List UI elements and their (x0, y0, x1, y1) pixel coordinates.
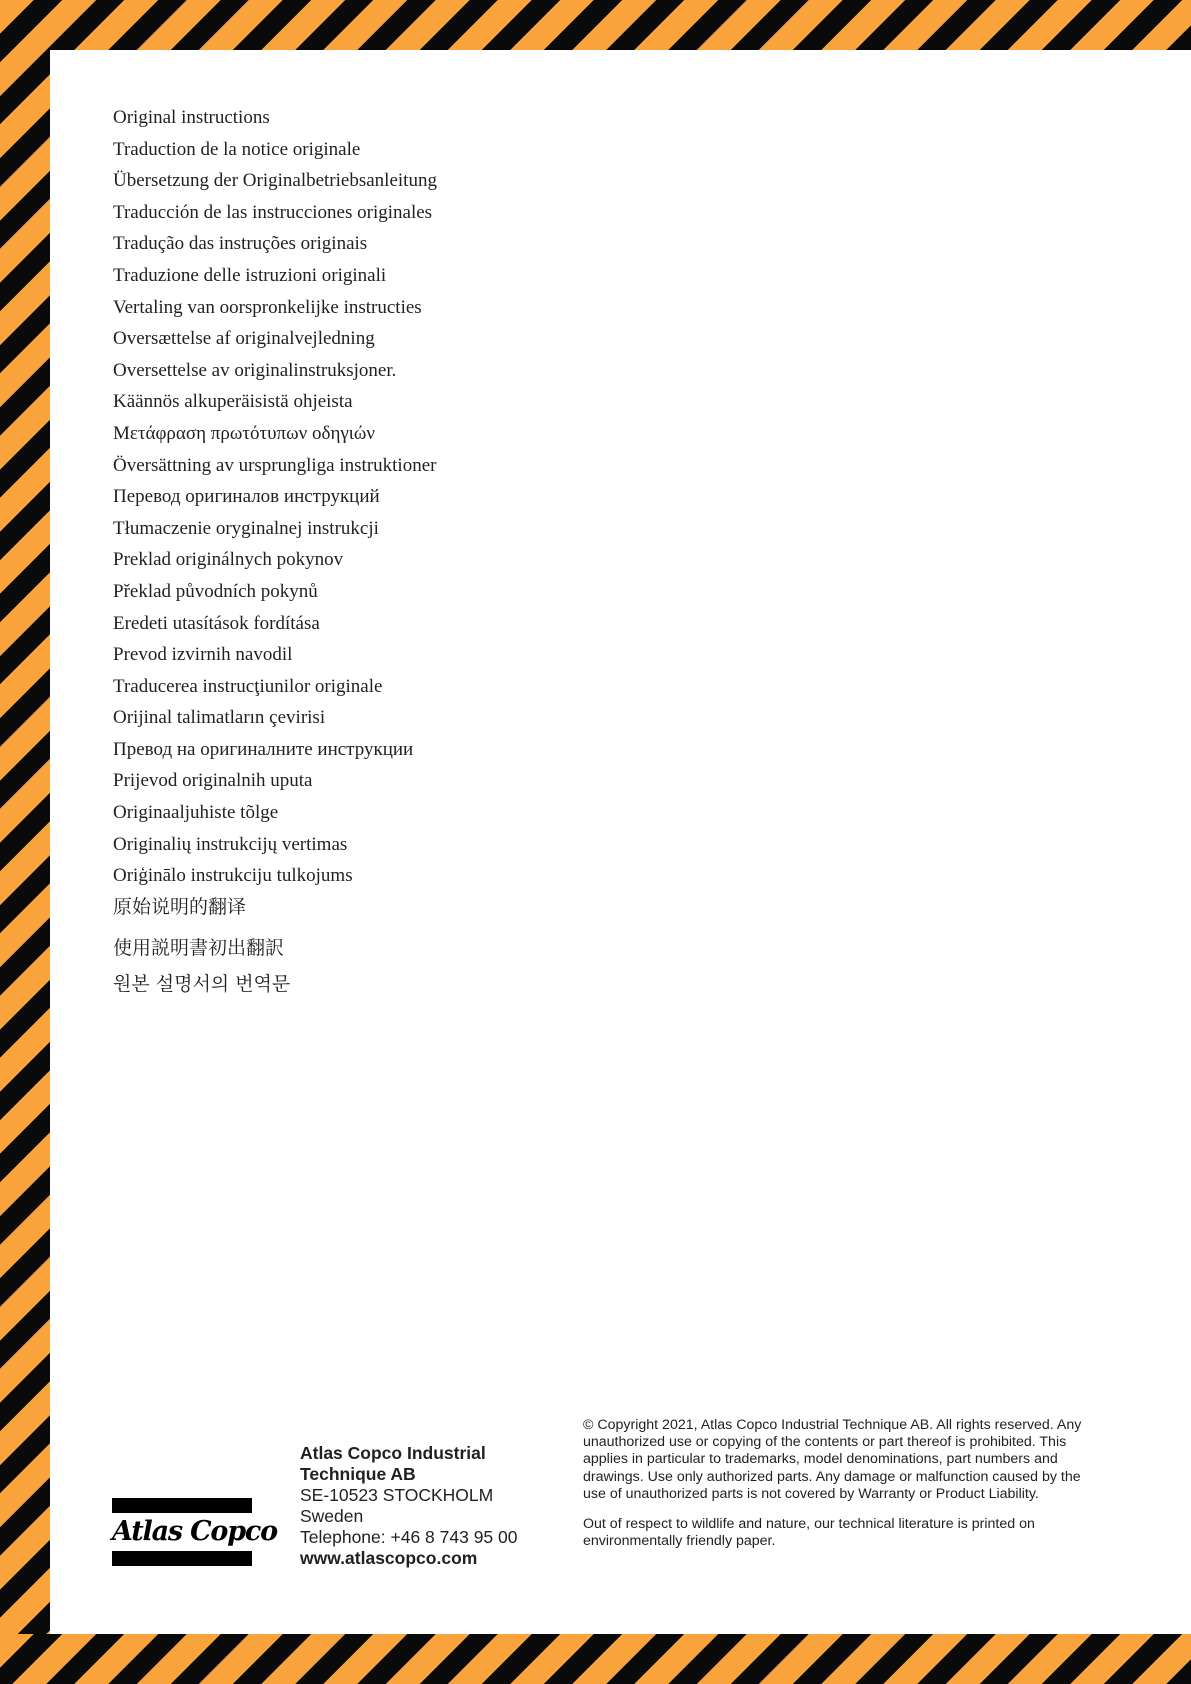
translation-title: Traduction de la notice originale (113, 138, 361, 160)
translation-title: Prevod izvirnih navodil (113, 644, 293, 666)
translation-title: Preklad originálnych pokynov (113, 549, 344, 571)
translation-title: 원본 설명서의 번역문 (113, 973, 291, 995)
logo-bar-bottom (112, 1551, 252, 1566)
translation-title: Tradução das instruções originais (113, 233, 368, 255)
telephone: Telephone: +46 8 743 95 00 (300, 1527, 518, 1547)
translation-title: Originaaljuhiste tõlge (113, 802, 279, 824)
translation-title: Traduzione delle istruzioni originali (113, 264, 387, 286)
copyright-block (583, 1417, 1103, 1563)
translation-title: Original instructions (113, 107, 270, 128)
translation-title: Перевод оригиналов инструкций (113, 486, 380, 508)
translation-title: 原始说明的翻译 (113, 896, 247, 918)
translation-title: Käännös alkuperäisistä ohjeista (113, 391, 353, 413)
translation-title: Översättning av ursprungliga instruktioner (113, 454, 437, 476)
translation-titles-list (113, 102, 437, 923)
translation-title: Originalių instrukcijų vertimas (113, 833, 348, 855)
translation-title: Eredeti utasítások fordítása (113, 612, 320, 634)
translation-title: Oriģinālo instrukciju tulkojums (113, 865, 353, 887)
company-name-line2: Technique AB (300, 1464, 416, 1484)
translation-titles-cjk-list (113, 930, 290, 1002)
translation-title: Vertaling van oorspronkelijke instructies (113, 296, 422, 318)
hazard-stripe-bottom (0, 1634, 1191, 1684)
country: Sweden (300, 1506, 364, 1526)
logo-wordmark: Atlas Copco (112, 1516, 277, 1547)
company-address (300, 1443, 560, 1569)
translation-title: Μετάφραση πρωτότυπων οδηγιών (113, 422, 375, 444)
translation-title: Traducción de las instrucciones originales (113, 201, 433, 223)
company-name-line1: Atlas Copco Industrial (300, 1443, 486, 1463)
translation-title: Oversettelse av originalinstruksjoner. (113, 359, 397, 381)
environment-notice: Out of respect to wildlife and nature, our technical literature is printed on environmentally friendly paper. (583, 1516, 1035, 1550)
translation-title: Übersetzung der Originalbetriebsanleitung (113, 170, 437, 192)
translation-title: 使用説明書初出翻訳 (113, 937, 285, 959)
translation-title: Tłumaczenie oryginalnej instrukcji (113, 517, 379, 539)
hazard-stripe-left (0, 0, 50, 1684)
hazard-stripe-top (0, 0, 1191, 50)
copyright-notice: © Copyright 2021, Atlas Copco Industrial Technique AB. All rights reserved. Any unauthorized use or copying of the contents or part thereof is prohibited. This applies in particular to trademarks, model denominations, part numbers and drawings. Use only authorized parts. Any damage or malfunction caused by the use of unauthorized parts is not covered by Warranty or Product Liability. (583, 1417, 1082, 1502)
website-link[interactable]: www.atlascopco.com (300, 1548, 478, 1568)
translation-title: Превод на оригиналните инструкции (113, 738, 414, 760)
translation-title: Oversættelse af originalvejledning (113, 328, 375, 350)
postal-address: SE-10523 STOCKHOLM (300, 1485, 494, 1505)
atlas-copco-logo (112, 1498, 277, 1566)
translation-title: Traducerea instrucţiunilor originale (113, 675, 383, 697)
translation-title: Orijinal talimatların çevirisi (113, 707, 326, 729)
logo-bar-top (112, 1498, 252, 1513)
translation-title: Prijevod originalnih uputa (113, 770, 313, 792)
translation-title: Překlad původních pokynů (113, 580, 318, 602)
